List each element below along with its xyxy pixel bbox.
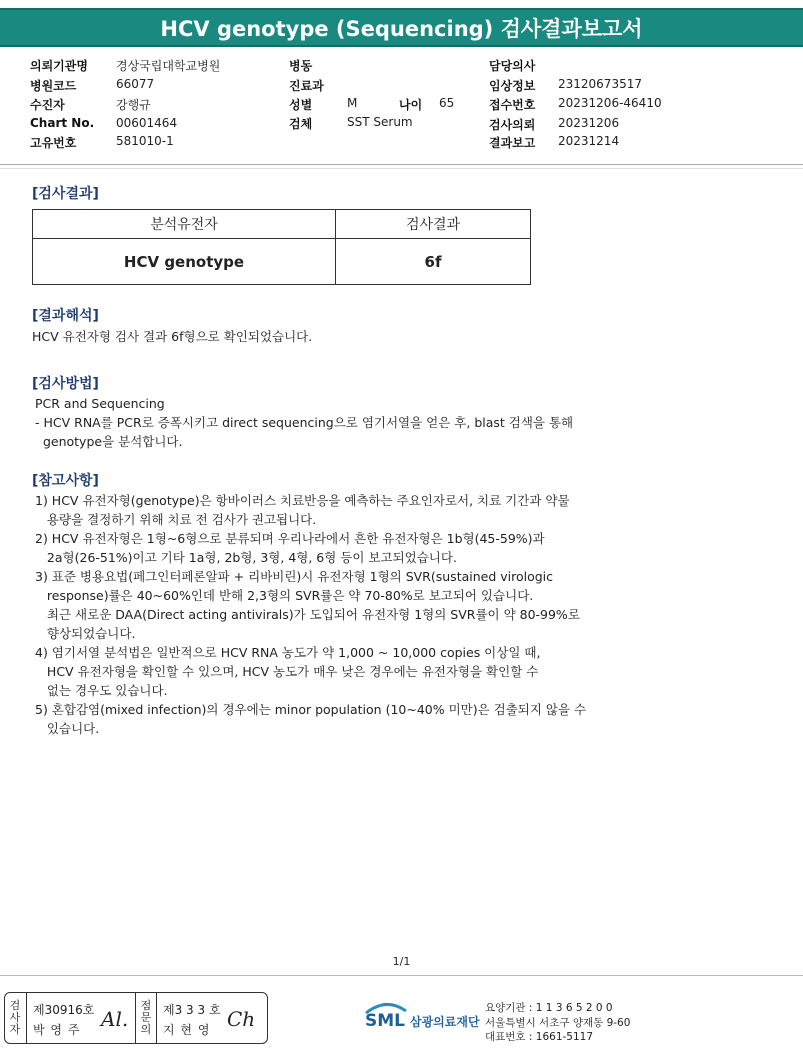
tester-name: 박 영 주 [33, 1023, 81, 1037]
note-line: 없는 경우도 있습니다. [35, 683, 168, 698]
info-sex-value: M [347, 96, 358, 110]
info-age-label: 나이 [399, 98, 423, 112]
info-specimen-value: SST Serum [347, 115, 413, 129]
note-line: 5) 혼합감염(mixed infection)의 경우에는 minor population (10~40% 미만)은 검출되지 않을 수 [35, 702, 587, 717]
info-report-date-value: 20231214 [558, 134, 620, 148]
note-line: 2a형(26-51%)이고 기타 1a형, 2b형, 3형, 4형, 6형 등이 보고되었습니다. [35, 550, 457, 565]
note-line: HCV 유전자형을 확인할 수 있으며, HCV 농도가 매우 낮은 경우에는 유전자형을 확인할 수 [35, 664, 539, 679]
result-header-gene: 분석유전자 [33, 210, 336, 239]
org-line: 서울특별시 서초구 양재동 9-60 [485, 1017, 631, 1029]
result-value: 6f [336, 239, 531, 285]
interpretation-title: [결과해석] [32, 308, 99, 324]
info-clinical: 임상정보 [489, 79, 536, 93]
signature-box [4, 992, 268, 1044]
footer-divider [0, 975, 803, 976]
notes-body [35, 491, 586, 738]
reviewer-name: 지 현 영 [163, 1023, 211, 1037]
sml-logo-text: SML [365, 1011, 405, 1031]
result-gene: HCV genotype [33, 239, 336, 285]
info-report-date: 결과보고 [489, 136, 536, 150]
info-requester: 의뢰기관명 [30, 59, 88, 73]
info-unique-no: 고유번호 [30, 136, 77, 150]
org-name: 삼광의료재단 [410, 1015, 480, 1029]
info-patient-value: 강행규 [116, 98, 151, 112]
note-line: 1) HCV 유전자형(genotype)은 항바이러스 치료반응을 예측하는 주요인자로서, 치료 기간과 약물 [35, 493, 570, 508]
org-line: 대표번호 : 1661-5117 [485, 1031, 594, 1043]
method-line: PCR and Sequencing [35, 396, 165, 411]
result-section-title: [검사결과] [32, 186, 99, 202]
note-line: 있습니다. [35, 721, 100, 736]
info-age-value: 65 [439, 96, 455, 110]
method-line: - HCV RNA를 PCR로 증폭시키고 direct sequencing으로 염기서열을 얻은 후, blast 검색을 통해 [35, 415, 574, 430]
info-unique-no-value: 581010-1 [116, 134, 174, 148]
reviewer-id: 제3 3 3 호 [163, 1003, 221, 1017]
info-dept: 진료과 [289, 79, 324, 93]
notes-title: [참고사항] [32, 473, 99, 489]
reviewer-signature: Ch [227, 1007, 256, 1031]
info-request-date: 검사의뢰 [489, 118, 536, 132]
sml-logo [362, 999, 410, 1039]
info-patient: 수진자 [30, 98, 65, 112]
header-divider [0, 164, 803, 165]
info-request-date-value: 20231206 [558, 116, 620, 130]
page-number: 1/1 [392, 955, 411, 968]
note-line: 향상되었습니다. [35, 626, 136, 641]
report-title: HCV genotype (Sequencing) 검사결과보고서 [0, 8, 803, 47]
reviewer-label: 점 문 의 [140, 999, 152, 1036]
method-line: genotype을 분석합니다. [35, 434, 183, 449]
note-line: 3) 표준 병용요법(페그인터페론알파 + 리바비린)시 유전자형 1형의 SVR(sustained virologic [35, 569, 554, 584]
info-hospital-code: 병원코드 [30, 79, 77, 93]
info-sex-label: 성별 [289, 98, 313, 112]
info-requester-value: 경상국립대학교병원 [116, 59, 221, 73]
header-divider-2 [0, 168, 803, 169]
note-line: 2) HCV 유전자형은 1형~6형으로 분류되며 우리나라에서 흔한 유전자형은 1b형(45-59%)과 [35, 531, 545, 546]
info-specimen-label: 검체 [289, 117, 313, 131]
result-table [32, 209, 531, 285]
info-ward: 병동 [289, 59, 313, 73]
note-line: 4) 염기서열 분석법은 일반적으로 HCV RNA 농도가 약 1,000 ~ 10,000 copies 이상일 때, [35, 645, 541, 660]
info-chart-no-value: 00601464 [116, 116, 178, 130]
note-line: response)률은 40~60%인데 반해 2,3형의 SVR률은 약 70-80%로 보고되어 있습니다. [35, 588, 534, 603]
result-header-value: 검사결과 [336, 210, 531, 239]
info-receipt: 접수번호 [489, 98, 536, 112]
info-hospital-code-value: 66077 [116, 77, 155, 91]
interpretation-text: HCV 유전자형 검사 결과 6f형으로 확인되었습니다. [32, 329, 313, 344]
info-receipt-value: 20231206-46410 [558, 96, 662, 110]
tester-signature: Al. [101, 1007, 129, 1031]
info-chart-no: Chart No. [30, 116, 95, 130]
org-line: 요양기관 : 1 1 3 6 5 2 0 0 [485, 1002, 613, 1014]
info-clinical-value: 23120673517 [558, 77, 642, 91]
note-line: 최근 새로운 DAA(Direct acting antivirals)가 도입되어 유전자형 1형의 SVR률이 약 80-99%로 [35, 607, 580, 622]
note-line: 용량을 결정하기 위해 치료 전 검사가 권고됩니다. [35, 512, 317, 527]
info-doctor: 담당의사 [489, 59, 536, 73]
tester-label: 검 사 자 [9, 999, 21, 1036]
tester-id: 제30916호 [33, 1003, 95, 1017]
method-title: [검사방법] [32, 376, 99, 392]
